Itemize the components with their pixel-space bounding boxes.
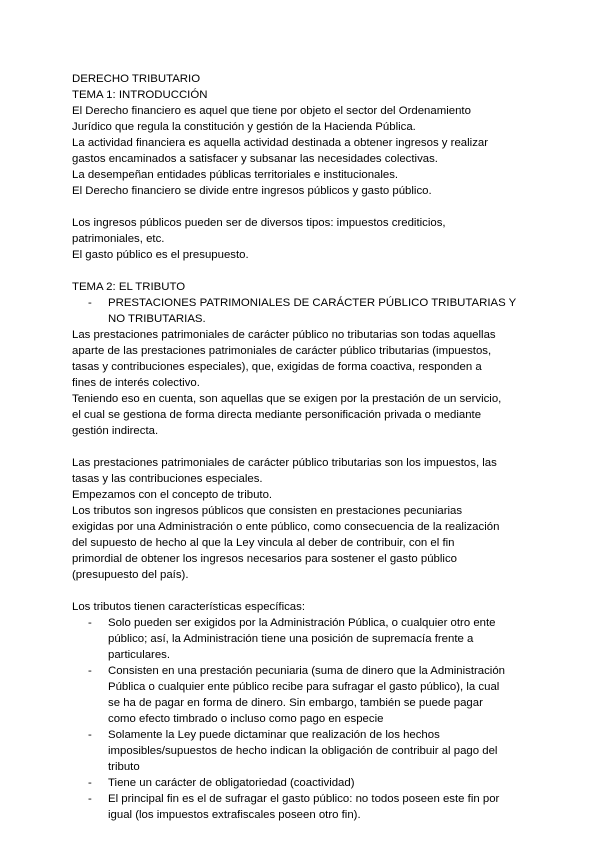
text-line: Las prestaciones patrimoniales de carácter público tributarias son los impuestos, las bbox=[72, 457, 497, 469]
text-line: Los ingresos públicos pueden ser de diversos tipos: impuestos crediticios, bbox=[72, 217, 446, 229]
text-line: fines de interés colectivo. bbox=[72, 377, 200, 389]
tema1-paragraph-2 bbox=[72, 215, 542, 263]
text-line: La actividad financiera es aquella actividad destinada a obtener ingresos y realizar bbox=[72, 137, 489, 149]
item-line: Consisten en una prestación pecuniaria (suma de dinero que la Administración bbox=[108, 665, 506, 677]
tema1-heading: TEMA 1: INTRODUCCIÓN bbox=[72, 89, 208, 101]
text-line: del supuesto de hecho al que la Ley vincula al deber de contribuir, con el fin bbox=[72, 537, 455, 549]
item-line: se ha de pagar en forma de dinero. Sin embargo, también se puede pagar bbox=[108, 697, 483, 709]
item-line: Solo pueden ser exigidos por la Administración Pública, o cualquier otro ente bbox=[108, 617, 496, 629]
document-title: DERECHO TRIBUTARIO bbox=[72, 73, 201, 85]
item-line: igual (los impuestos extrafiscales poseen otro fin). bbox=[108, 809, 361, 821]
bullet-marker: - bbox=[88, 777, 92, 789]
document-page bbox=[72, 71, 542, 823]
item-line: Tiene un carácter de obligatoriedad (coactividad) bbox=[108, 777, 355, 789]
bullet-marker: - bbox=[88, 617, 92, 629]
bullet-marker: - bbox=[88, 729, 92, 741]
caracteristicas-intro: Los tributos tienen características específicas: bbox=[72, 601, 305, 613]
tema2-paragraph-1 bbox=[72, 327, 542, 439]
subheading-line: NO TRIBUTARIAS. bbox=[108, 313, 206, 325]
bullet-marker: - bbox=[88, 297, 92, 309]
caracteristicas-list bbox=[72, 615, 542, 823]
item-line: Pública o cualquier ente público recibe para sufragar el gasto público), la cual bbox=[108, 681, 500, 693]
text-line: Los tributos son ingresos públicos que consisten en prestaciones pecuniarias bbox=[72, 505, 463, 517]
tema1-paragraph bbox=[72, 103, 542, 199]
text-line: gestión indirecta. bbox=[72, 425, 159, 437]
item-line: Solamente la Ley puede dictaminar que realización de los hechos bbox=[108, 729, 440, 741]
list-item bbox=[72, 775, 542, 791]
tema2-paragraph-2 bbox=[72, 455, 542, 583]
bullet-marker: - bbox=[88, 665, 92, 677]
bullet-marker: - bbox=[88, 793, 92, 805]
list-item bbox=[72, 727, 542, 775]
item-line: como efecto timbrado o incluso como pago en especie bbox=[108, 713, 384, 725]
text-line: Empezamos con el concepto de tributo. bbox=[72, 489, 273, 501]
item-line: El principal fin es el de sufragar el gasto público: no todos poseen este fin por bbox=[108, 793, 500, 805]
item-line: público; así, la Administración tiene una posición de supremacía frente a bbox=[108, 633, 474, 645]
tema2-subheading bbox=[72, 295, 542, 327]
item-line: tributo bbox=[108, 761, 140, 773]
text-line: La desempeñan entidades públicas territoriales e institucionales. bbox=[72, 169, 399, 181]
list-item bbox=[72, 615, 542, 663]
text-line: El gasto público es el presupuesto. bbox=[72, 249, 249, 261]
text-line: Jurídico que regula la constitución y gestión de la Hacienda Pública. bbox=[72, 121, 416, 133]
text-line: Las prestaciones patrimoniales de carácter público no tributarias son todas aquellas bbox=[72, 329, 496, 341]
list-item bbox=[72, 663, 542, 727]
text-line: El Derecho financiero es aquel que tiene por objeto el sector del Ordenamiento bbox=[72, 105, 471, 117]
text-line: (presupuesto del país). bbox=[72, 569, 189, 581]
item-line: particulares. bbox=[108, 649, 171, 661]
text-line: aparte de las prestaciones patrimoniales de carácter público tributarias (impuestos, bbox=[72, 345, 492, 357]
text-line: tasas y las contribuciones especiales. bbox=[72, 473, 263, 485]
text-line: Teniendo eso en cuenta, son aquellas que se exigen por la prestación de un servicio, bbox=[72, 393, 502, 405]
text-line: El Derecho financiero se divide entre ingresos públicos y gasto público. bbox=[72, 185, 432, 197]
subheading-line: PRESTACIONES PATRIMONIALES DE CARÁCTER PÚBLICO TRIBUTARIAS Y bbox=[108, 297, 517, 309]
text-line: gastos encaminados a satisfacer y subsanar las necesidades colectivas. bbox=[72, 153, 438, 165]
text-line: primordial de obtener los ingresos necesarios para sostener el gasto público bbox=[72, 553, 457, 565]
text-line: el cual se gestiona de forma directa mediante personificación privada o mediante bbox=[72, 409, 482, 421]
text-line: exigidas por una Administración o ente público, como consecuencia de la realización bbox=[72, 521, 500, 533]
item-line: imposibles/supuestos de hecho indican la obligación de contribuir al pago del bbox=[108, 745, 498, 757]
list-item bbox=[72, 791, 542, 823]
text-line: patrimoniales, etc. bbox=[72, 233, 165, 245]
tema2-heading: TEMA 2: EL TRIBUTO bbox=[72, 281, 186, 293]
text-line: tasas y contribuciones especiales), que, exigidas de forma coactiva, responden a bbox=[72, 361, 482, 373]
